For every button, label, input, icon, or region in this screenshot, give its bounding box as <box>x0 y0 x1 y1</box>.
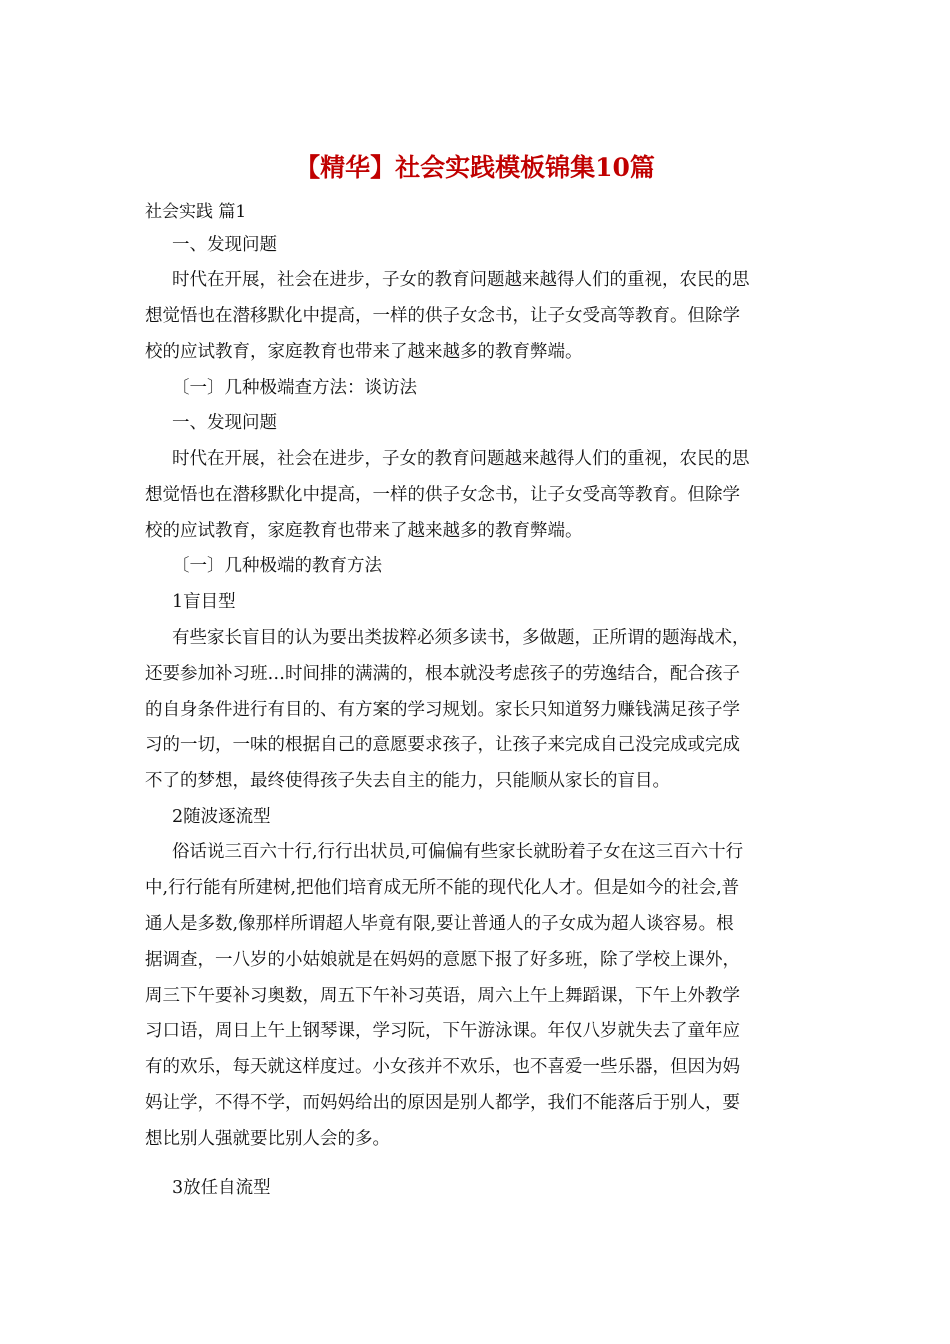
paragraph-line: 有些家长盲目的认为要出类拔粹必须多读书，多做题，正所谓的题海战术， <box>172 628 750 648</box>
document-title: 【精华】社会实践模板锦集10篇 <box>295 153 655 182</box>
paragraph-line: 妈让学，不得不学，而妈妈给出的原因是别人都学，我们不能落后于别人，要 <box>145 1093 740 1113</box>
paragraph-line: 中,行行能有所建树,把他们培育成无所不能的现代化人才。但是如今的社会,普 <box>145 878 740 898</box>
paragraph-line: 习口语，周日上午上钢琴课，学习阮，下午游泳课。年仅八岁就失去了童年应 <box>145 1021 740 1041</box>
paragraph-line: 有的欢乐，每天就这样度过。小女孩并不欢乐，也不喜爱一些乐器，但因为妈 <box>145 1057 740 1077</box>
paragraph-line: 习的一切，一味的根据自己的意愿要求孩子，让孩子来完成自己没完成或完成 <box>145 735 740 755</box>
section-label: 社会实践 篇1 <box>145 202 247 222</box>
paragraph-line: 想比别人强就要比别人会的多。 <box>145 1129 390 1149</box>
subheading-survey-method: 〔一〕几种极端查方法：谈访法 <box>172 378 417 398</box>
paragraph-line: 据调查，一八岁的小姑娘就是在妈妈的意愿下报了好多班，除了学校上课外， <box>145 950 740 970</box>
paragraph-line: 想觉悟也在潜移默化中提高，一样的供子女念书，让子女受高等教育。但除学 <box>145 306 740 326</box>
heading-discover-problem: 一、发现问题 <box>172 413 277 433</box>
paragraph-line: 还要参加补习班…时间排的满满的，根本就没考虑孩子的劳逸结合，配合孩子 <box>145 664 740 684</box>
paragraph-line: 校的应试教育，家庭教育也带来了越来越多的教育弊端。 <box>145 521 583 541</box>
paragraph-line: 校的应试教育，家庭教育也带来了越来越多的教育弊端。 <box>145 342 583 362</box>
subheading-type-2: 2随波逐流型 <box>172 807 271 827</box>
paragraph-line: 通人是多数,像那样所谓超人毕竟有限,要让普通人的子女成为超人谈容易。根 <box>145 914 734 934</box>
subheading-education-methods: 〔一〕几种极端的教育方法 <box>172 556 382 576</box>
paragraph-line: 周三下午要补习奥数，周五下午补习英语，周六上午上舞蹈课，下午上外教学 <box>145 986 740 1006</box>
heading-discover-problem: 一、发现问题 <box>172 235 277 255</box>
paragraph-line: 想觉悟也在潜移默化中提高，一样的供子女念书，让子女受高等教育。但除学 <box>145 485 740 505</box>
paragraph-line: 的自身条件进行有目的、有方案的学习规划。家长只知道努力赚钱满足孩子学 <box>145 700 740 720</box>
paragraph-line: 时代在开展，社会在进步，子女的教育问题越来越得人们的重视，农民的思 <box>172 270 750 290</box>
paragraph-line: 不了的梦想，最终使得孩子失去自主的能力，只能顺从家长的盲目。 <box>145 771 670 791</box>
paragraph-line: 时代在开展，社会在进步，子女的教育问题越来越得人们的重视，农民的思 <box>172 449 750 469</box>
paragraph-line: 俗话说三百六十行,行行出状员,可偏偏有些家长就盼着子女在这三百六十行 <box>172 842 744 862</box>
subheading-type-1: 1盲目型 <box>172 592 236 612</box>
subheading-type-3: 3放任自流型 <box>172 1178 271 1198</box>
